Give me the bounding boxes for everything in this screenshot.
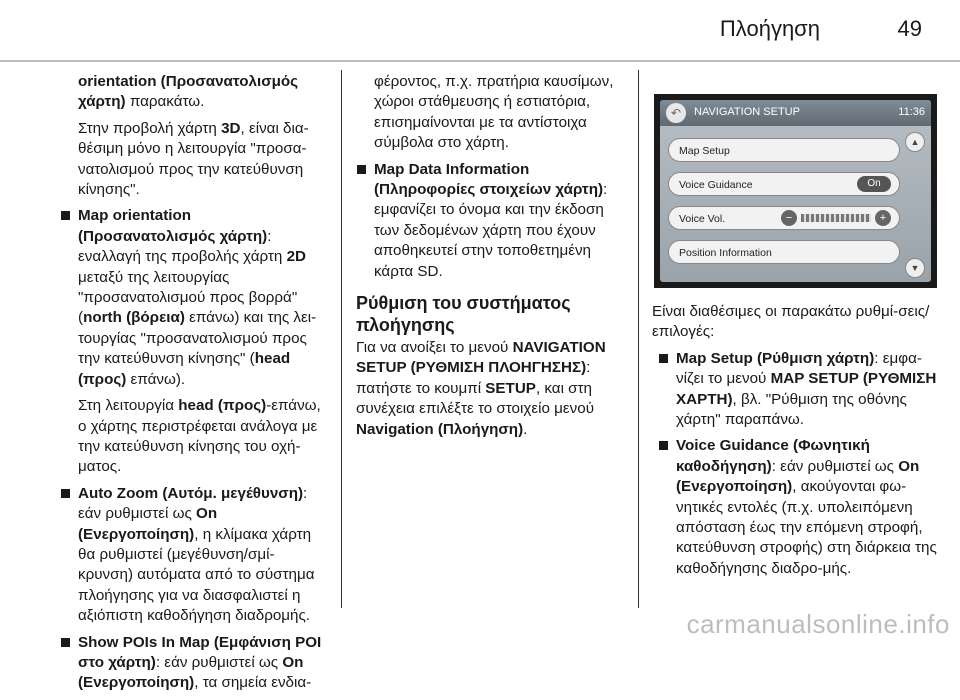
list-item <box>356 160 626 282</box>
bold-term: head (προς) <box>178 397 267 415</box>
on-toggle[interactable]: On <box>857 176 891 192</box>
text: : εάν ρυθμιστεί ως <box>78 484 308 523</box>
text: : εναλλαγή της προβολής χάρτη <box>78 227 287 266</box>
text: , είναι δια-θέσιμη μόνο η λειτουργία "προσα-νατολισμού προς την κατεύθυνση κίνησης". <box>78 119 309 199</box>
bold-term: Navigation (Πλοήγηση) <box>356 420 524 438</box>
scroll-down-icon[interactable]: ▼ <box>905 258 925 278</box>
bold-term: Map orientation (Προσανατολισμός χάρτη) <box>78 207 268 245</box>
bold-term: 3D <box>221 119 241 137</box>
screen-title-bar <box>660 100 931 126</box>
screen-clock: 11:36 <box>898 106 925 118</box>
bold-term: MAP SETUP (ΡΥΘΜΙΣΗ ΧΑΡΤΗ) <box>676 370 937 408</box>
page-number: 49 <box>897 16 922 41</box>
text: -επάνω, ο χάρτης περιστρέφεται ανάλογα με την κατεύθυνση κίνησης του οχή-ματος. <box>78 397 321 476</box>
column-3 <box>652 302 938 585</box>
paragraph: Είναι διαθέσιμες οι παρακάτω ρυθμί-σεις/επιλογές: <box>652 303 930 341</box>
text: Στη λειτουργία <box>78 397 179 415</box>
list-item <box>60 206 328 390</box>
paragraph <box>60 396 328 478</box>
bold-term: On (Ενεργοποίηση) <box>78 653 304 692</box>
watermark: carmanualsonline.info <box>686 609 950 639</box>
bold-term: head (προς) <box>78 350 291 388</box>
paragraph <box>60 119 328 201</box>
text: . <box>523 420 528 438</box>
scroll-up-icon[interactable]: ▲ <box>905 132 925 152</box>
column-divider-2 <box>638 70 639 608</box>
column-2 <box>356 72 626 446</box>
text: : εμφα-νίζει το μενού <box>676 349 922 388</box>
bold-term: Map Setup (Ρύθμιση χάρτη) <box>676 349 875 367</box>
bold-term: 2D <box>286 248 307 266</box>
bold-term: north (βόρεια) <box>83 309 185 327</box>
page-header <box>0 0 960 62</box>
list-item <box>658 349 938 431</box>
plus-icon[interactable]: + <box>875 210 891 226</box>
screen-title: NAVIGATION SETUP <box>694 106 800 118</box>
text: : εμφανίζει το όνομα και την έκδοση των δεδομένων χάρτη που έχουν αποθηκευτεί στην τοποθετημένη κάρτα SD. <box>374 181 608 280</box>
list-item <box>658 436 938 579</box>
menu-item-label: Map Setup <box>679 145 730 157</box>
text: , η κλίμακα χάρτη θα ρυθμιστεί (μεγέθυνση/σμί-κρυνση) αυτόματα από το σύστημα πλοήγησης για να διασφαλιστεί η αξιόπιστη καθοδήγηση διαδρομής. <box>78 525 315 625</box>
page-title: Πλοήγηση <box>719 16 820 41</box>
list-item <box>60 484 328 627</box>
scrollbar[interactable] <box>905 132 925 278</box>
text: επάνω) και της λει-τουργίας "προσανατολισμού προς την κατεύθυνση κίνησης" ( <box>78 309 317 368</box>
bold-term: orientation (Προσανατολισμός χάρτη) <box>78 73 299 111</box>
menu-item-label: Voice Vol. <box>679 213 726 225</box>
screen-display <box>660 100 931 282</box>
bold-term: Auto Zoom (Αυτόμ. μεγέθυνση) <box>78 484 304 502</box>
back-icon[interactable]: ↶ <box>666 103 686 123</box>
bold-term: NAVIGATION SETUP (ΡΥΘΜΙΣΗ ΠΛΟΗΓΗΣΗΣ) <box>356 339 606 377</box>
bold-term: SETUP <box>485 379 536 397</box>
section-heading: Ρύθμιση του συστήματος πλοήγησης <box>356 293 571 336</box>
volume-control[interactable] <box>781 210 891 226</box>
header-rule <box>0 60 960 62</box>
text: Στην προβολή χάρτη <box>78 119 222 137</box>
text: παρακάτω. <box>125 93 205 111</box>
volume-bar <box>801 214 871 222</box>
menu-item-position-information[interactable] <box>668 240 900 264</box>
text: , τα σημεία ενδια- <box>194 674 312 692</box>
navigation-setup-screen <box>654 94 937 288</box>
bold-term: Voice Guidance (Φωνητική καθοδήγηση) <box>676 437 870 475</box>
text: , ακούγονται φω-νητικές εντολές (π.χ. υπολειπόμενη απόσταση έως την επόμενη στροφή, κατεύθυνση στροφής) στη διάρκεια της καθοδήγησης διαδρο-μής. <box>676 478 937 577</box>
menu-item-voice-guidance[interactable] <box>668 172 900 196</box>
menu-item-voice-vol[interactable] <box>668 206 900 230</box>
paragraph <box>356 338 626 440</box>
paragraph <box>60 72 328 113</box>
bold-term: Map Data Information (Πληροφορίες στοιχείων χάρτη) <box>374 160 604 199</box>
minus-icon[interactable]: − <box>781 210 797 226</box>
text: : πατήστε το κουμπί <box>356 359 591 397</box>
text: επάνω). <box>126 370 186 388</box>
menu-item-label: Position Information <box>679 247 772 259</box>
text: Για να ανοίξει το μενού <box>356 339 513 357</box>
menu-item-map-setup[interactable] <box>668 138 900 162</box>
text: : εάν ρυθμιστεί ως <box>771 457 899 475</box>
menu-item-label: Voice Guidance <box>679 179 753 191</box>
bold-term: On (Ενεργοποίηση) <box>676 457 920 496</box>
text: , και στη συνέχεια επιλέξτε το στοιχείο μενού <box>356 379 595 418</box>
column-1 <box>60 72 328 700</box>
column-divider-1 <box>341 70 342 608</box>
text: μεταξύ της λειτουργίας "προσανατολισμού προς βορρά" ( <box>78 268 298 327</box>
text: , βλ. "Ρύθμιση της οθόνης χάρτη" παραπάνω. <box>676 390 907 429</box>
text: : εάν ρυθμιστεί ως <box>155 653 283 671</box>
bold-term: Show POIs In Map (Εμφάνιση POI στο χάρτη) <box>78 633 322 671</box>
bold-term: On (Ενεργοποίηση) <box>78 505 218 543</box>
paragraph: φέροντος, π.χ. πρατήρια καυσίμων, χώροι στάθμευσης ή εστιατόρια, επισημαίνονται με τα αντίστοιχα σύμβολα στο χάρτη. <box>374 73 614 152</box>
